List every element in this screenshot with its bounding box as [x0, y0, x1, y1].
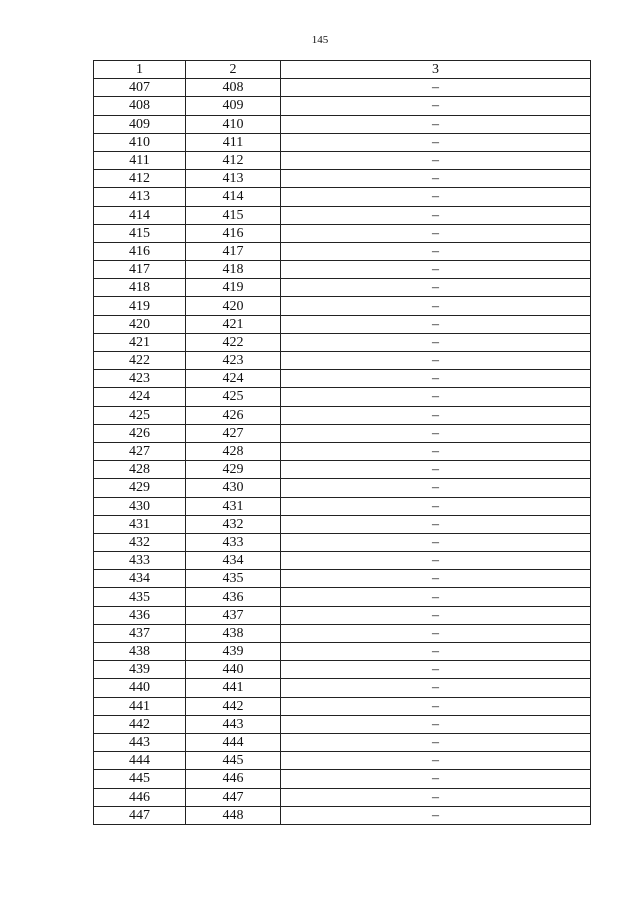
table-row	[94, 643, 591, 661]
table-cell-col-2: 438	[186, 624, 281, 642]
table-cell-col-3: –	[281, 79, 591, 97]
table-row	[94, 479, 591, 497]
table-cell-col-2: 425	[186, 388, 281, 406]
table-cell-col-3: –	[281, 497, 591, 515]
table-cell-col-2: 442	[186, 697, 281, 715]
table-cell-col-2: 413	[186, 170, 281, 188]
table-row	[94, 297, 591, 315]
table-cell-col-1: 408	[94, 97, 186, 115]
table-cell-col-2: 414	[186, 188, 281, 206]
table-row	[94, 97, 591, 115]
table-cell-col-1: 433	[94, 552, 186, 570]
table-cell-col-2: 410	[186, 115, 281, 133]
table-cell-col-1: 419	[94, 297, 186, 315]
table-cell-col-1: 412	[94, 170, 186, 188]
table-row	[94, 788, 591, 806]
table-cell-col-3: –	[281, 224, 591, 242]
table-cell-col-3: –	[281, 261, 591, 279]
table-cell-col-1: 415	[94, 224, 186, 242]
table-cell-col-1: 411	[94, 151, 186, 169]
table-row	[94, 752, 591, 770]
table-cell-col-2: 443	[186, 715, 281, 733]
table-cell-col-1: 431	[94, 515, 186, 533]
table-cell-col-1: 429	[94, 479, 186, 497]
table-cell-col-3: –	[281, 515, 591, 533]
table-cell-col-2: 417	[186, 242, 281, 260]
table-cell-col-3: –	[281, 752, 591, 770]
table-cell-col-3: –	[281, 370, 591, 388]
table-cell-col-1: 432	[94, 533, 186, 551]
table-cell-col-1: 444	[94, 752, 186, 770]
table-row	[94, 370, 591, 388]
table-cell-col-3: –	[281, 97, 591, 115]
table-cell-col-1: 416	[94, 242, 186, 260]
table-cell-col-3: –	[281, 133, 591, 151]
table-cell-col-2: 435	[186, 570, 281, 588]
table-row	[94, 697, 591, 715]
table-row	[94, 679, 591, 697]
table-cell-col-3: –	[281, 479, 591, 497]
table-row	[94, 588, 591, 606]
table-cell-col-1: 441	[94, 697, 186, 715]
table-cell-col-2: 441	[186, 679, 281, 697]
table-row	[94, 188, 591, 206]
table-cell-col-2: 433	[186, 533, 281, 551]
table-cell-col-1: 425	[94, 406, 186, 424]
table-cell-col-2: 429	[186, 461, 281, 479]
table-row	[94, 279, 591, 297]
table-row	[94, 242, 591, 260]
table-row	[94, 406, 591, 424]
table-cell-col-2: 412	[186, 151, 281, 169]
table-cell-col-1: 436	[94, 606, 186, 624]
data-table	[93, 60, 591, 825]
table-cell-col-2: 445	[186, 752, 281, 770]
table-cell-col-3: –	[281, 533, 591, 551]
table-cell-col-2: 421	[186, 315, 281, 333]
table-row	[94, 442, 591, 460]
table-cell-col-2: 416	[186, 224, 281, 242]
table-cell-col-1: 409	[94, 115, 186, 133]
table-cell-col-2: 431	[186, 497, 281, 515]
table-cell-col-3: –	[281, 806, 591, 824]
table-cell-col-2: 426	[186, 406, 281, 424]
table-cell-col-2: 444	[186, 733, 281, 751]
table-cell-col-1: 438	[94, 643, 186, 661]
table-cell-col-2: 428	[186, 442, 281, 460]
table-cell-col-3: –	[281, 315, 591, 333]
table-cell-col-1: 434	[94, 570, 186, 588]
table-cell-col-3: –	[281, 188, 591, 206]
table-cell-col-3: –	[281, 588, 591, 606]
table-cell-col-1: 423	[94, 370, 186, 388]
table-cell-col-2: 411	[186, 133, 281, 151]
table-row	[94, 133, 591, 151]
table-cell-col-1: 443	[94, 733, 186, 751]
table-cell-col-1: 410	[94, 133, 186, 151]
table-cell-col-1: 426	[94, 424, 186, 442]
table-cell-col-1: 446	[94, 788, 186, 806]
table-cell-col-1: 445	[94, 770, 186, 788]
table-row	[94, 806, 591, 824]
table-cell-col-1: 414	[94, 206, 186, 224]
table-cell-col-3: –	[281, 770, 591, 788]
table-row	[94, 424, 591, 442]
table-cell-col-1: 437	[94, 624, 186, 642]
table-row	[94, 224, 591, 242]
table-cell-col-2: 415	[186, 206, 281, 224]
table-cell-col-3: –	[281, 442, 591, 460]
table-cell-col-1: 427	[94, 442, 186, 460]
table-cell-col-3: –	[281, 552, 591, 570]
page-number: 145	[311, 34, 329, 46]
table-cell-col-3: –	[281, 170, 591, 188]
table-cell-col-2: 440	[186, 661, 281, 679]
table-cell-col-3: –	[281, 661, 591, 679]
table-cell-col-1: 422	[94, 352, 186, 370]
table-cell-col-2: 447	[186, 788, 281, 806]
table-cell-col-2: 418	[186, 261, 281, 279]
table-row	[94, 606, 591, 624]
table-cell-col-2: 427	[186, 424, 281, 442]
table-header	[94, 61, 591, 79]
table-row	[94, 206, 591, 224]
table-row	[94, 352, 591, 370]
table-cell-col-2: 432	[186, 515, 281, 533]
table-cell-col-1: 428	[94, 461, 186, 479]
table-cell-col-1: 435	[94, 588, 186, 606]
table-row	[94, 515, 591, 533]
table-cell-col-3: –	[281, 279, 591, 297]
table-cell-col-2: 423	[186, 352, 281, 370]
table-row	[94, 79, 591, 97]
table-row	[94, 461, 591, 479]
table-cell-col-3: –	[281, 115, 591, 133]
table-cell-col-2: 434	[186, 552, 281, 570]
table-cell-col-2: 437	[186, 606, 281, 624]
column-header-3: 3	[281, 61, 591, 79]
table-cell-col-2: 420	[186, 297, 281, 315]
table-cell-col-2: 439	[186, 643, 281, 661]
table-row	[94, 261, 591, 279]
table-cell-col-1: 442	[94, 715, 186, 733]
table-cell-col-2: 430	[186, 479, 281, 497]
table-row	[94, 770, 591, 788]
table-row	[94, 624, 591, 642]
table-cell-col-2: 436	[186, 588, 281, 606]
table-cell-col-3: –	[281, 352, 591, 370]
table-cell-col-2: 408	[186, 79, 281, 97]
table-cell-col-3: –	[281, 424, 591, 442]
table-cell-col-1: 424	[94, 388, 186, 406]
table-cell-col-1: 430	[94, 497, 186, 515]
table-cell-col-1: 418	[94, 279, 186, 297]
table-cell-col-1: 421	[94, 333, 186, 351]
table-cell-col-1: 447	[94, 806, 186, 824]
table-cell-col-2: 422	[186, 333, 281, 351]
table-cell-col-3: –	[281, 242, 591, 260]
table-row	[94, 333, 591, 351]
table-row	[94, 170, 591, 188]
column-header-2: 2	[186, 61, 281, 79]
table-cell-col-3: –	[281, 624, 591, 642]
table-cell-col-3: –	[281, 297, 591, 315]
table-cell-col-3: –	[281, 570, 591, 588]
table-cell-col-3: –	[281, 715, 591, 733]
table-row	[94, 715, 591, 733]
table-cell-col-2: 419	[186, 279, 281, 297]
table-cell-col-3: –	[281, 206, 591, 224]
table-cell-col-3: –	[281, 606, 591, 624]
table-cell-col-3: –	[281, 788, 591, 806]
table-cell-col-1: 413	[94, 188, 186, 206]
table-cell-col-3: –	[281, 679, 591, 697]
table-cell-col-1: 420	[94, 315, 186, 333]
table-body	[94, 79, 591, 825]
table-cell-col-1: 440	[94, 679, 186, 697]
table-cell-col-3: –	[281, 733, 591, 751]
table-cell-col-3: –	[281, 388, 591, 406]
header-row	[94, 61, 591, 79]
table-row	[94, 570, 591, 588]
table-row	[94, 497, 591, 515]
table-row	[94, 315, 591, 333]
table-row	[94, 388, 591, 406]
table-cell-col-3: –	[281, 461, 591, 479]
table-cell-col-1: 439	[94, 661, 186, 679]
table-row	[94, 533, 591, 551]
table-cell-col-3: –	[281, 643, 591, 661]
table-cell-col-3: –	[281, 333, 591, 351]
table-cell-col-1: 407	[94, 79, 186, 97]
table-row	[94, 552, 591, 570]
table-row	[94, 151, 591, 169]
table-cell-col-2: 409	[186, 97, 281, 115]
table-cell-col-2: 448	[186, 806, 281, 824]
table-cell-col-1: 417	[94, 261, 186, 279]
table-row	[94, 661, 591, 679]
table-cell-col-3: –	[281, 697, 591, 715]
table-cell-col-2: 424	[186, 370, 281, 388]
table-row	[94, 733, 591, 751]
table-cell-col-3: –	[281, 406, 591, 424]
table-cell-col-3: –	[281, 151, 591, 169]
column-header-1: 1	[94, 61, 186, 79]
table-row	[94, 115, 591, 133]
table-cell-col-2: 446	[186, 770, 281, 788]
